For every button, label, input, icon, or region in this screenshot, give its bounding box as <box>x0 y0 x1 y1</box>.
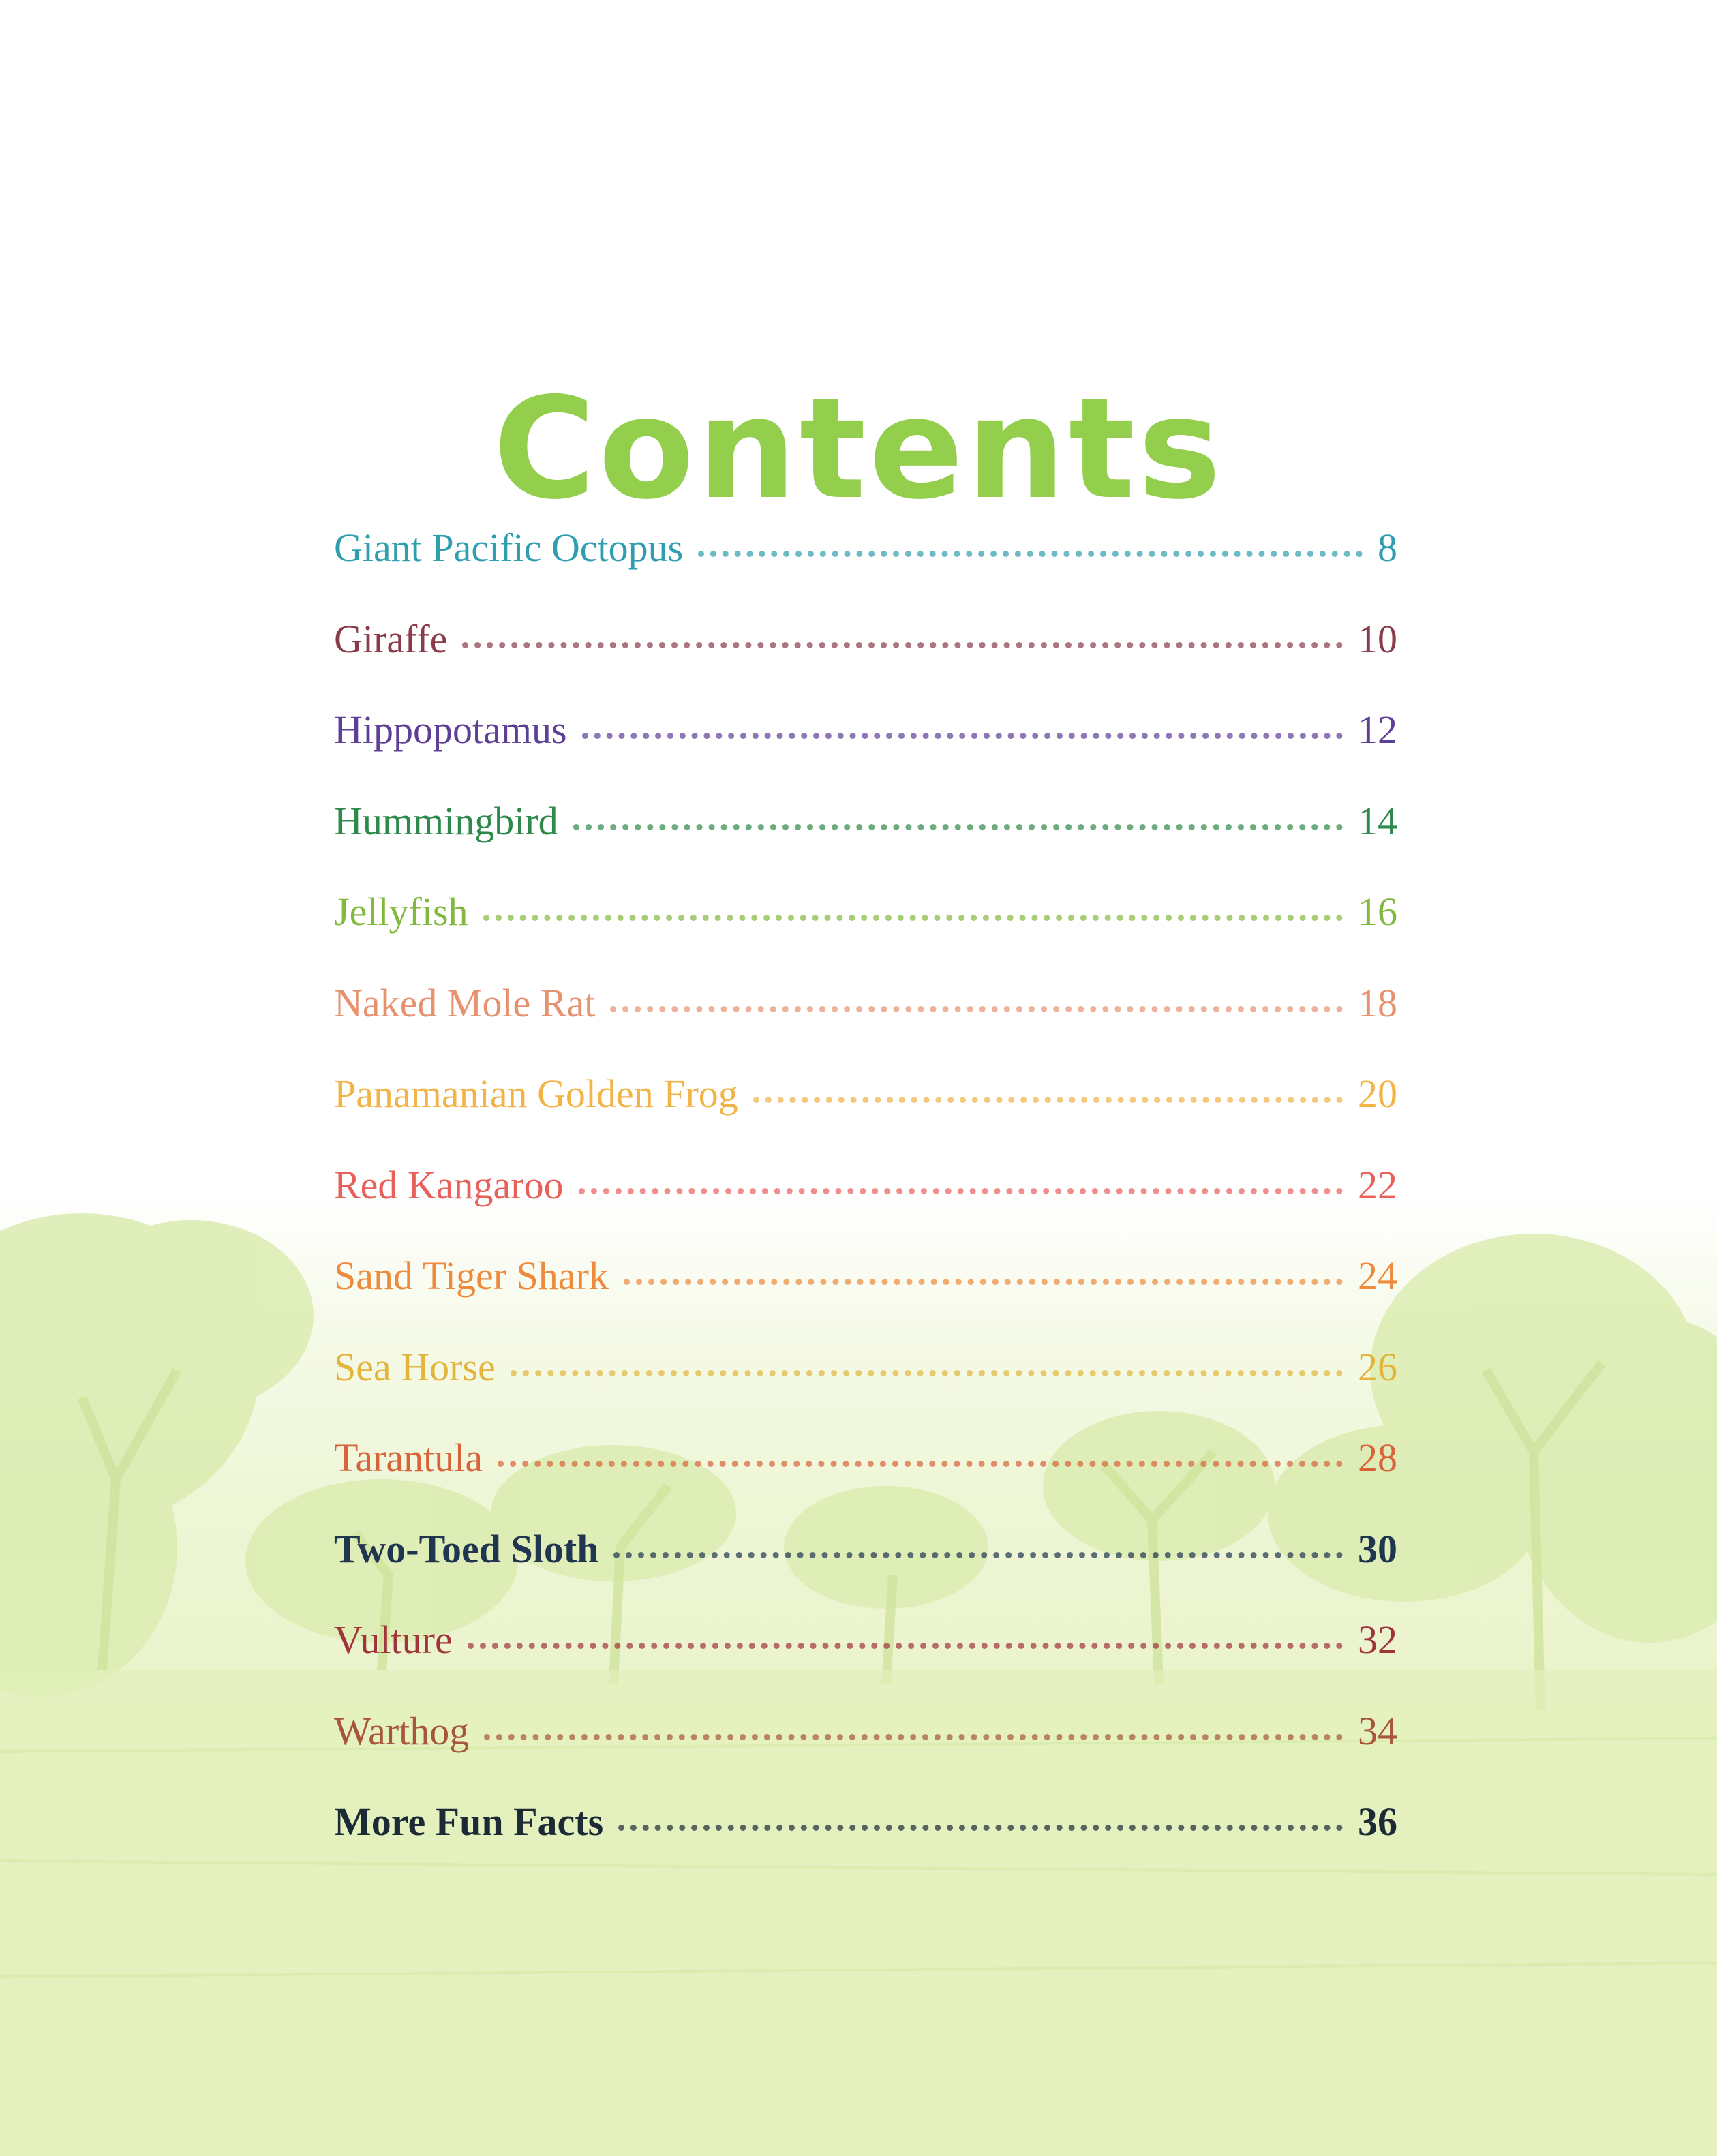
toc-entry-label: Hippopotamus <box>334 708 567 752</box>
toc-entry-panamanian-golden-frog[interactable] <box>334 1071 1397 1162</box>
toc-entry-label: Red Kangaroo <box>334 1162 564 1207</box>
toc-entry-red-kangaroo[interactable] <box>334 1162 1397 1254</box>
toc-entry-label: Warthog <box>334 1708 470 1753</box>
dot-leader <box>753 1097 1343 1103</box>
toc-entry-label: Panamanian Golden Frog <box>334 1072 738 1116</box>
toc-entry-vulture[interactable] <box>334 1617 1397 1708</box>
toc-entry-page-number: 34 <box>1358 1708 1397 1753</box>
toc-entry-page-number: 12 <box>1358 708 1397 752</box>
toc-entry-page-number: 22 <box>1358 1162 1397 1207</box>
toc-entry-page-number: 8 <box>1378 526 1397 570</box>
toc-entry-warthog[interactable] <box>334 1708 1397 1800</box>
toc-entry-page-number: 30 <box>1358 1526 1397 1571</box>
dot-leader <box>573 824 1343 830</box>
dot-leader <box>582 733 1343 739</box>
dot-leader <box>468 1643 1343 1649</box>
dot-leader <box>498 1461 1343 1467</box>
toc-entry-sand-tiger-shark[interactable] <box>334 1253 1397 1344</box>
toc-entry-label: Jellyfish <box>334 890 468 934</box>
toc-entry-label: Hummingbird <box>334 798 558 843</box>
dot-leader <box>613 1552 1343 1558</box>
toc-entry-page-number: 14 <box>1358 798 1397 843</box>
dot-leader <box>462 642 1343 648</box>
toc-entry-label: Giraffe <box>334 616 448 661</box>
dot-leader <box>483 915 1343 921</box>
page-title: Contents <box>493 368 1224 531</box>
toc-entry-two-toed-sloth[interactable] <box>334 1526 1397 1618</box>
dot-leader <box>610 1006 1343 1012</box>
toc-entry-more-fun-facts[interactable] <box>334 1799 1397 1890</box>
toc-entry-page-number: 10 <box>1358 616 1397 661</box>
toc-entry-hummingbird[interactable] <box>334 798 1397 890</box>
toc-entry-page-number: 28 <box>1358 1436 1397 1480</box>
dot-leader <box>624 1279 1343 1285</box>
toc-entry-page-number: 18 <box>1358 980 1397 1025</box>
toc-entry-label: Vulture <box>334 1618 453 1662</box>
toc-entry-sea-horse[interactable] <box>334 1344 1397 1436</box>
toc-entry-page-number: 36 <box>1358 1800 1397 1844</box>
toc-entry-page-number: 26 <box>1358 1344 1397 1389</box>
toc-entry-giraffe[interactable] <box>334 616 1397 708</box>
dot-leader <box>511 1370 1343 1376</box>
toc-entry-label: Naked Mole Rat <box>334 980 596 1025</box>
dot-leader <box>618 1825 1343 1831</box>
toc-entry-label: Sand Tiger Shark <box>334 1254 609 1298</box>
toc-entry-label: More Fun Facts <box>334 1800 604 1844</box>
toc-entry-naked-mole-rat[interactable] <box>334 980 1397 1072</box>
toc-entry-tarantula[interactable] <box>334 1435 1397 1526</box>
toc-entry-giant-pacific-octopus[interactable] <box>334 525 1397 616</box>
dot-leader <box>579 1188 1343 1194</box>
dot-leader <box>484 1734 1343 1740</box>
toc-entry-label: Tarantula <box>334 1436 483 1480</box>
toc-entry-hippopotamus[interactable] <box>334 707 1397 798</box>
toc-entry-label: Two-Toed Sloth <box>334 1526 599 1571</box>
toc-entry-page-number: 24 <box>1358 1254 1397 1298</box>
toc-entry-page-number: 32 <box>1358 1618 1397 1662</box>
toc-entry-page-number: 16 <box>1358 890 1397 934</box>
table-of-contents <box>334 525 1397 1890</box>
toc-entry-label: Sea Horse <box>334 1344 496 1389</box>
toc-entry-label: Giant Pacific Octopus <box>334 526 684 570</box>
toc-entry-jellyfish[interactable] <box>334 889 1397 980</box>
dot-leader <box>698 551 1363 557</box>
toc-entry-page-number: 20 <box>1358 1072 1397 1116</box>
